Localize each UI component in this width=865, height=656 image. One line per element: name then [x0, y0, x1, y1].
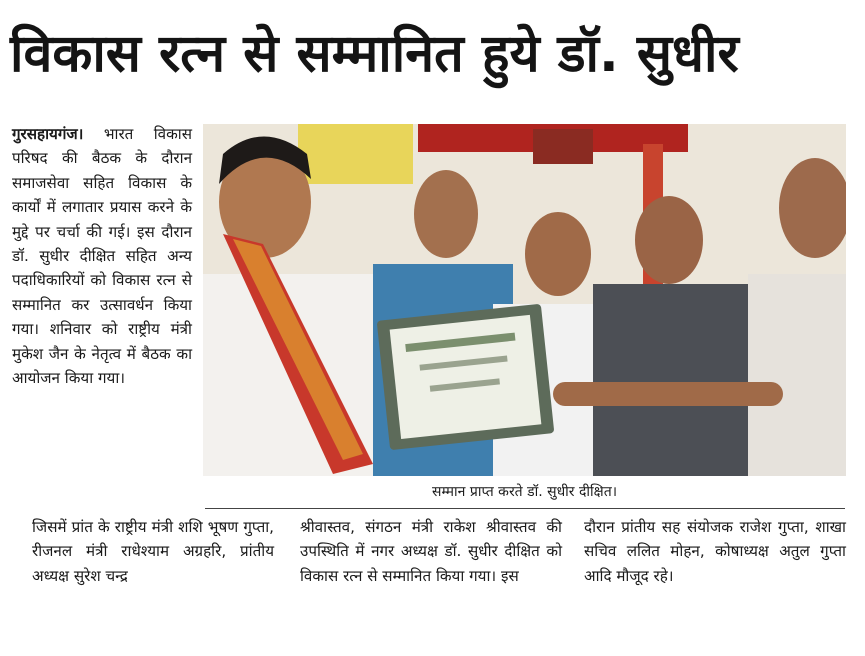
dateline: गुरसहायगंज। [12, 125, 84, 143]
left-column-text: भारत विकास परिषद की बैठक के दौरान समाजसेवा सहित विकास के कार्यों में लगातार प्रयास करने के मुद्दे पर चर्चा की गई। इस दौरान डॉ. सुधीर दीक्षित सहित अन्य पदाधिकारियों को विकास रत्न से सम्मानित कर उत्सावर्धन किया गया। शनिवार को राष्ट्रीय मंत्री मुकेश जैन के नेतृत्व में बैठक का आयोजन किया गया। [12, 125, 192, 388]
bottom-col1-text: जिसमें प्रांत के राष्ट्रीय मंत्री शशि भूषण गुप्ता, रीजनल मंत्री राधेश्याम अग्रहरि, प्रांतीय अध्यक्ष सुरेश चन्द्र [32, 518, 274, 585]
yellow-wall-patch [298, 124, 413, 184]
man4-face [635, 196, 703, 284]
photo-caption: सम्मान प्राप्त करते डॉ. सुधीर दीक्षित। [431, 484, 617, 500]
banner-panel [533, 129, 593, 164]
man2-face [414, 170, 478, 258]
man5-shirt [748, 274, 846, 476]
article-bottom-column-1 [12, 515, 274, 588]
award-plaque [377, 304, 555, 451]
bottom-col2-text: श्रीवास्तव, संगठन मंत्री राकेश श्रीवास्तव की उपस्थिति में नगर अध्यक्ष डॉ. सुधीर दीक्षित को विकास रत्न से सम्मानित किया गया। इस [300, 518, 562, 585]
photo-illustration [203, 124, 846, 476]
article-bottom-column-2 [300, 515, 562, 588]
plaque-panel [390, 315, 542, 439]
article-left-column [12, 122, 192, 390]
article-bottom-column-3 [584, 515, 846, 588]
man3-face [525, 212, 591, 296]
bottom-col3-text: दौरान प्रांतीय सह संयोजक राजेश गुप्ता, शाखा सचिव ललित मोहन, कोषाध्यक्ष अतुल गुप्ता आदि मौजूद रहे। [584, 518, 846, 585]
man4-shirt [593, 284, 753, 476]
news-photo [203, 124, 846, 476]
caption-divider [205, 508, 845, 509]
arms [553, 382, 783, 406]
headline: विकास रत्न से सम्मानित हुये डॉ. सुधीर [10, 24, 739, 84]
